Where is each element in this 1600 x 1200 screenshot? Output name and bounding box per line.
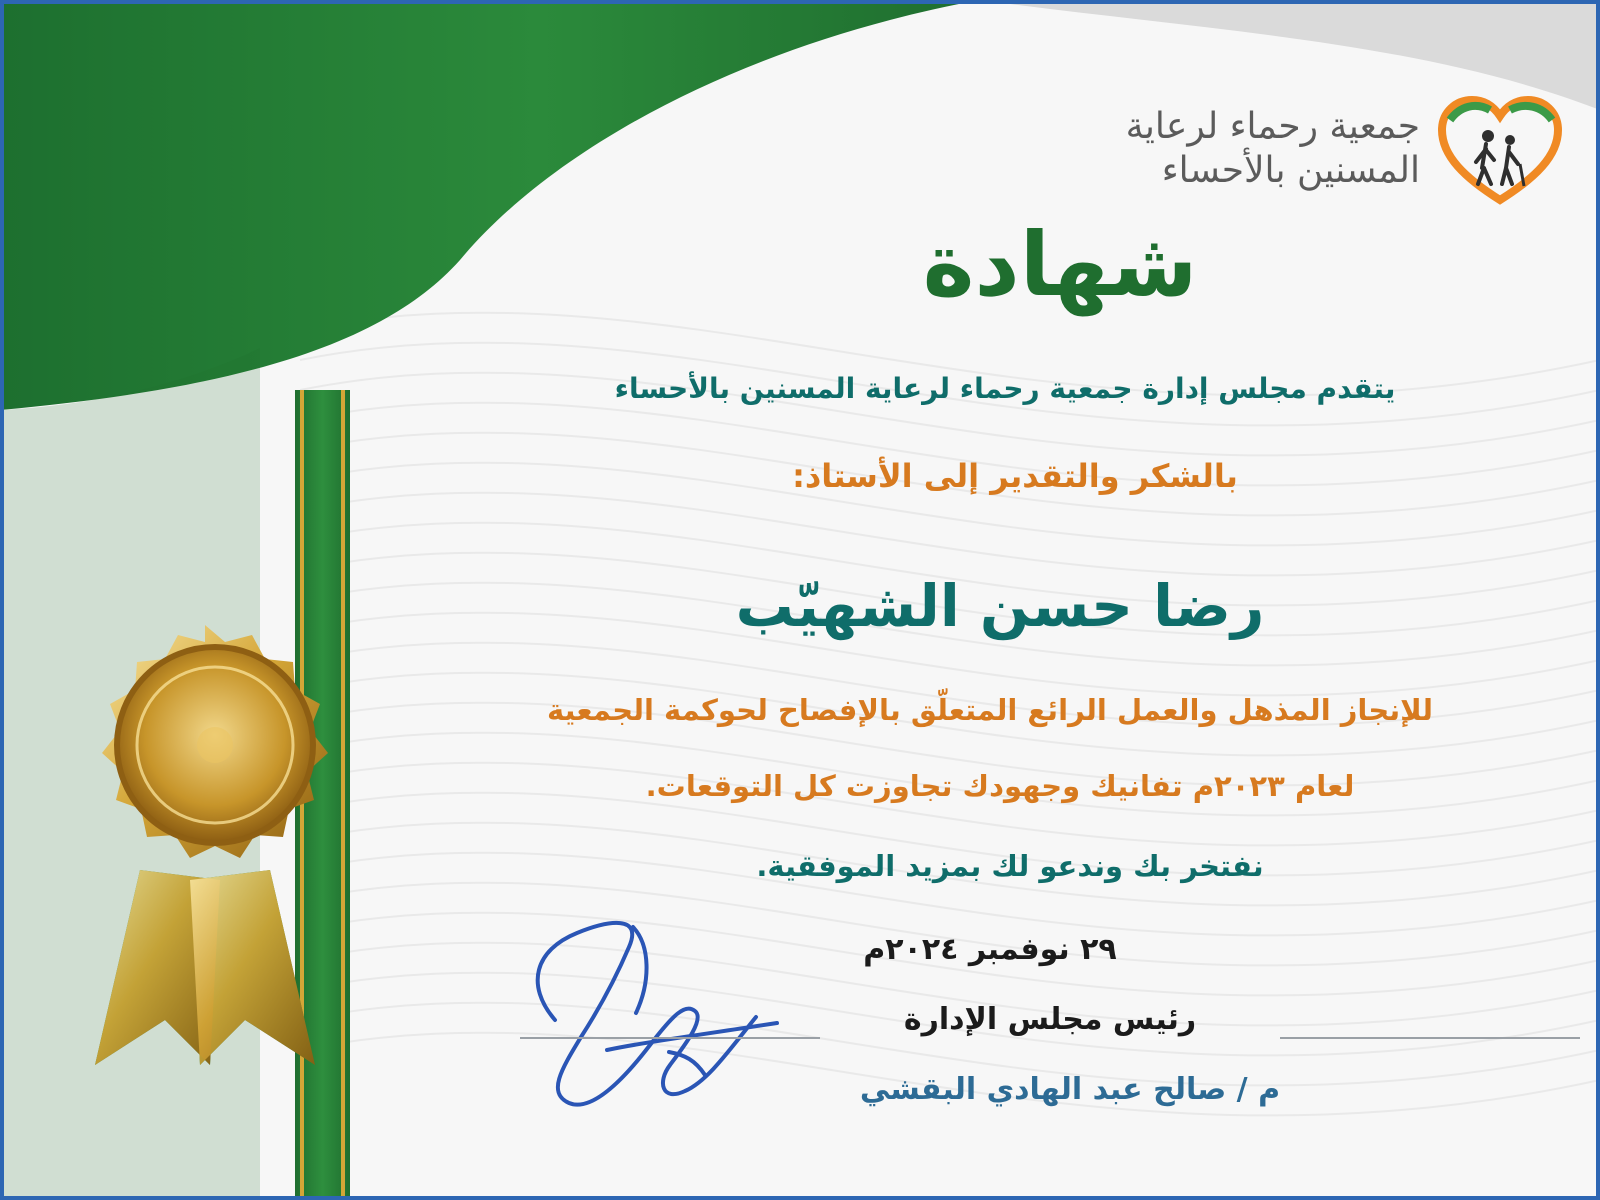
organization-logo-text xyxy=(1100,105,1420,193)
thanks-line: بالشكر والتقدير إلى الأستاذ: xyxy=(792,457,1238,495)
certificate-title: شهادة xyxy=(922,213,1198,316)
body-line-2: لعام ٢٠٢٣م تفانيك وجهودك تجاوزت كل التوقعات. xyxy=(645,769,1355,803)
logo-line-2: المسنين بالأحساء xyxy=(1161,150,1420,191)
logo-line-1: جمعية رحماء لرعاية xyxy=(1125,106,1420,147)
signature-icon xyxy=(525,905,795,1125)
heart-elderly-care-logo-icon xyxy=(1430,92,1570,212)
signatory-name: م / صالح عبد الهادي البقشي xyxy=(859,1072,1281,1107)
body-line-1: للإنجاز المذهل والعمل الرائع المتعلّق بالإفصاح لحوكمة الجمعية xyxy=(546,693,1434,727)
presenter-line: يتقدم مجلس إدارة جمعية رحماء لرعاية المسنين بالأحساء xyxy=(614,372,1396,405)
body-line-3: نفتخر بك وندعو لك بمزيد الموفقية. xyxy=(756,849,1264,883)
signature-line-left xyxy=(520,1037,820,1039)
gold-seal-icon xyxy=(0,610,410,1080)
certificate-date: ٢٩ نوفمبر ٢٠٢٤م xyxy=(863,932,1117,967)
signatory-role: رئيس مجلس الإدارة xyxy=(903,1002,1197,1037)
recipient-name: رضا حسن الشهيّب xyxy=(735,572,1265,640)
signature-line-right xyxy=(1280,1037,1580,1039)
